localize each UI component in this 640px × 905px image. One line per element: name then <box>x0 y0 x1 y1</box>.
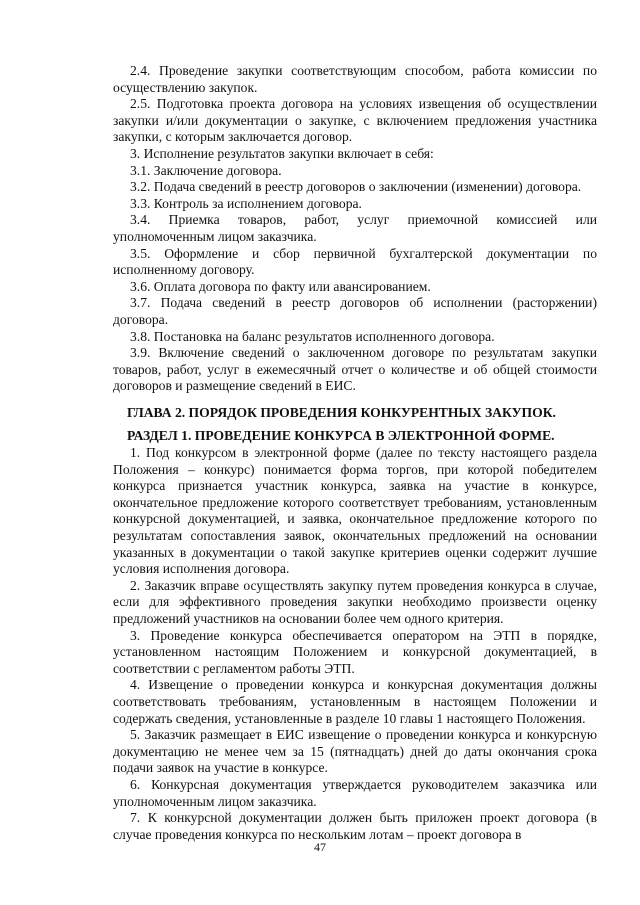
chapter-heading: ГЛАВА 2. ПОРЯДОК ПРОВЕДЕНИЯ КОНКУРЕНТНЫХ ЗАКУПОК. <box>127 404 556 420</box>
paragraph-s1-4: 4. Извещение о проведении конкурса и конкурсная документация должны соответствовать требованиям, установленным в настоящем Положении и содержать сведения, установленные в разделе 10 главы 1 настоящего Положения. <box>113 677 597 726</box>
paragraph-s1-2: 2. Заказчик вправе осуществлять закупку путем проведения конкурса в случае, если для эффективного проведения закупки необходимо произвести оценку предложений участников на основании более чем одного критерия. <box>113 577 597 626</box>
paragraph-group-before <box>113 63 597 395</box>
paragraph-3-1: 3.1. Заключение договора. <box>130 162 282 178</box>
paragraph-3-7: 3.7. Подача сведений в реестр договоров об исполнении (расторжении) договора. <box>113 295 597 327</box>
paragraph-3-5: 3.5. Оформление и сбор первичной бухгалтерской документации по исполненному договору. <box>113 245 597 278</box>
paragraph-2-4: 2.4. Проведение закупки соответствующим способом, работа комиссии по осуществлению закупок. <box>113 63 597 95</box>
paragraph-s1-1: 1. Под конкурсом в электронной форме (далее по тексту настоящего раздела Положения – конкурс) понимается форма торгов, при которой победителем конкурса признается участник конкурса, заявка на участие в конкурсе, окончательное предложение которого соответствует требованиям, установленным конкурсной документацией, и заявка, окончательное предложение которого по результатам сопоставления заявок, окончательных предложений на основании указанных в документации о такой закупке критериев оценки содержит лучшие условия исполнения договора. <box>113 445 597 577</box>
paragraph-3-9: 3.9. Включение сведений о заключенном договоре по результатам закупки товаров, работ, услуг в ежемесячный отчет о количестве и об общей стоимости договоров и размещение сведений в ЕИС. <box>113 345 597 394</box>
document-body <box>113 63 597 843</box>
paragraph-s1-3: 3. Проведение конкурса обеспечивается оператором на ЭТП в порядке, установленном настоящим Положением и конкурсной документацией, в соответствии с регламентом работы ЭТП. <box>113 627 597 676</box>
paragraph-2-5: 2.5. Подготовка проекта договора на условиях извещения об осуществлении закупки и/или документации о закупке, с включением предложения участника закупки, с которым заключается договор. <box>113 96 597 145</box>
paragraph-3-3: 3.3. Контроль за исполнением договора. <box>130 195 362 211</box>
paragraph-3-4: 3.4. Приемка товаров, работ, услуг приемочной комиссией или уполномоченным лицом заказчика. <box>113 212 597 244</box>
paragraph-s1-7: 7. К конкурсной документации должен быть приложен проект договора (в случае проведения конкурса по нескольким лотам – проект договора в <box>113 810 597 842</box>
paragraph-group-after <box>113 445 597 843</box>
paragraph-3: 3. Исполнение результатов закупки включает в себя: <box>130 145 434 161</box>
paragraph-3-8: 3.8. Постановка на баланс результатов исполненного договора. <box>130 328 495 344</box>
section-heading: РАЗДЕЛ 1. ПРОВЕДЕНИЕ КОНКУРСА В ЭЛЕКТРОННОЙ ФОРМЕ. <box>127 428 555 444</box>
paragraph-s1-6: 6. Конкурсная документация утверждается руководителем заказчика или уполномоченным лицом заказчика. <box>113 776 597 809</box>
page-number: 47 <box>314 840 326 854</box>
paragraph-s1-5: 5. Заказчик размещает в ЕИС извещение о проведении конкурса и конкурсную документацию не менее чем за 15 (пятнадцать) дней до даты окончания срока подачи заявок на участие в конкурсе. <box>113 727 597 776</box>
paragraph-3-2: 3.2. Подача сведений в реестр договоров о заключении (изменении) договора. <box>130 179 582 195</box>
paragraph-3-6: 3.6. Оплата договора по факту или авансированием. <box>130 278 431 294</box>
